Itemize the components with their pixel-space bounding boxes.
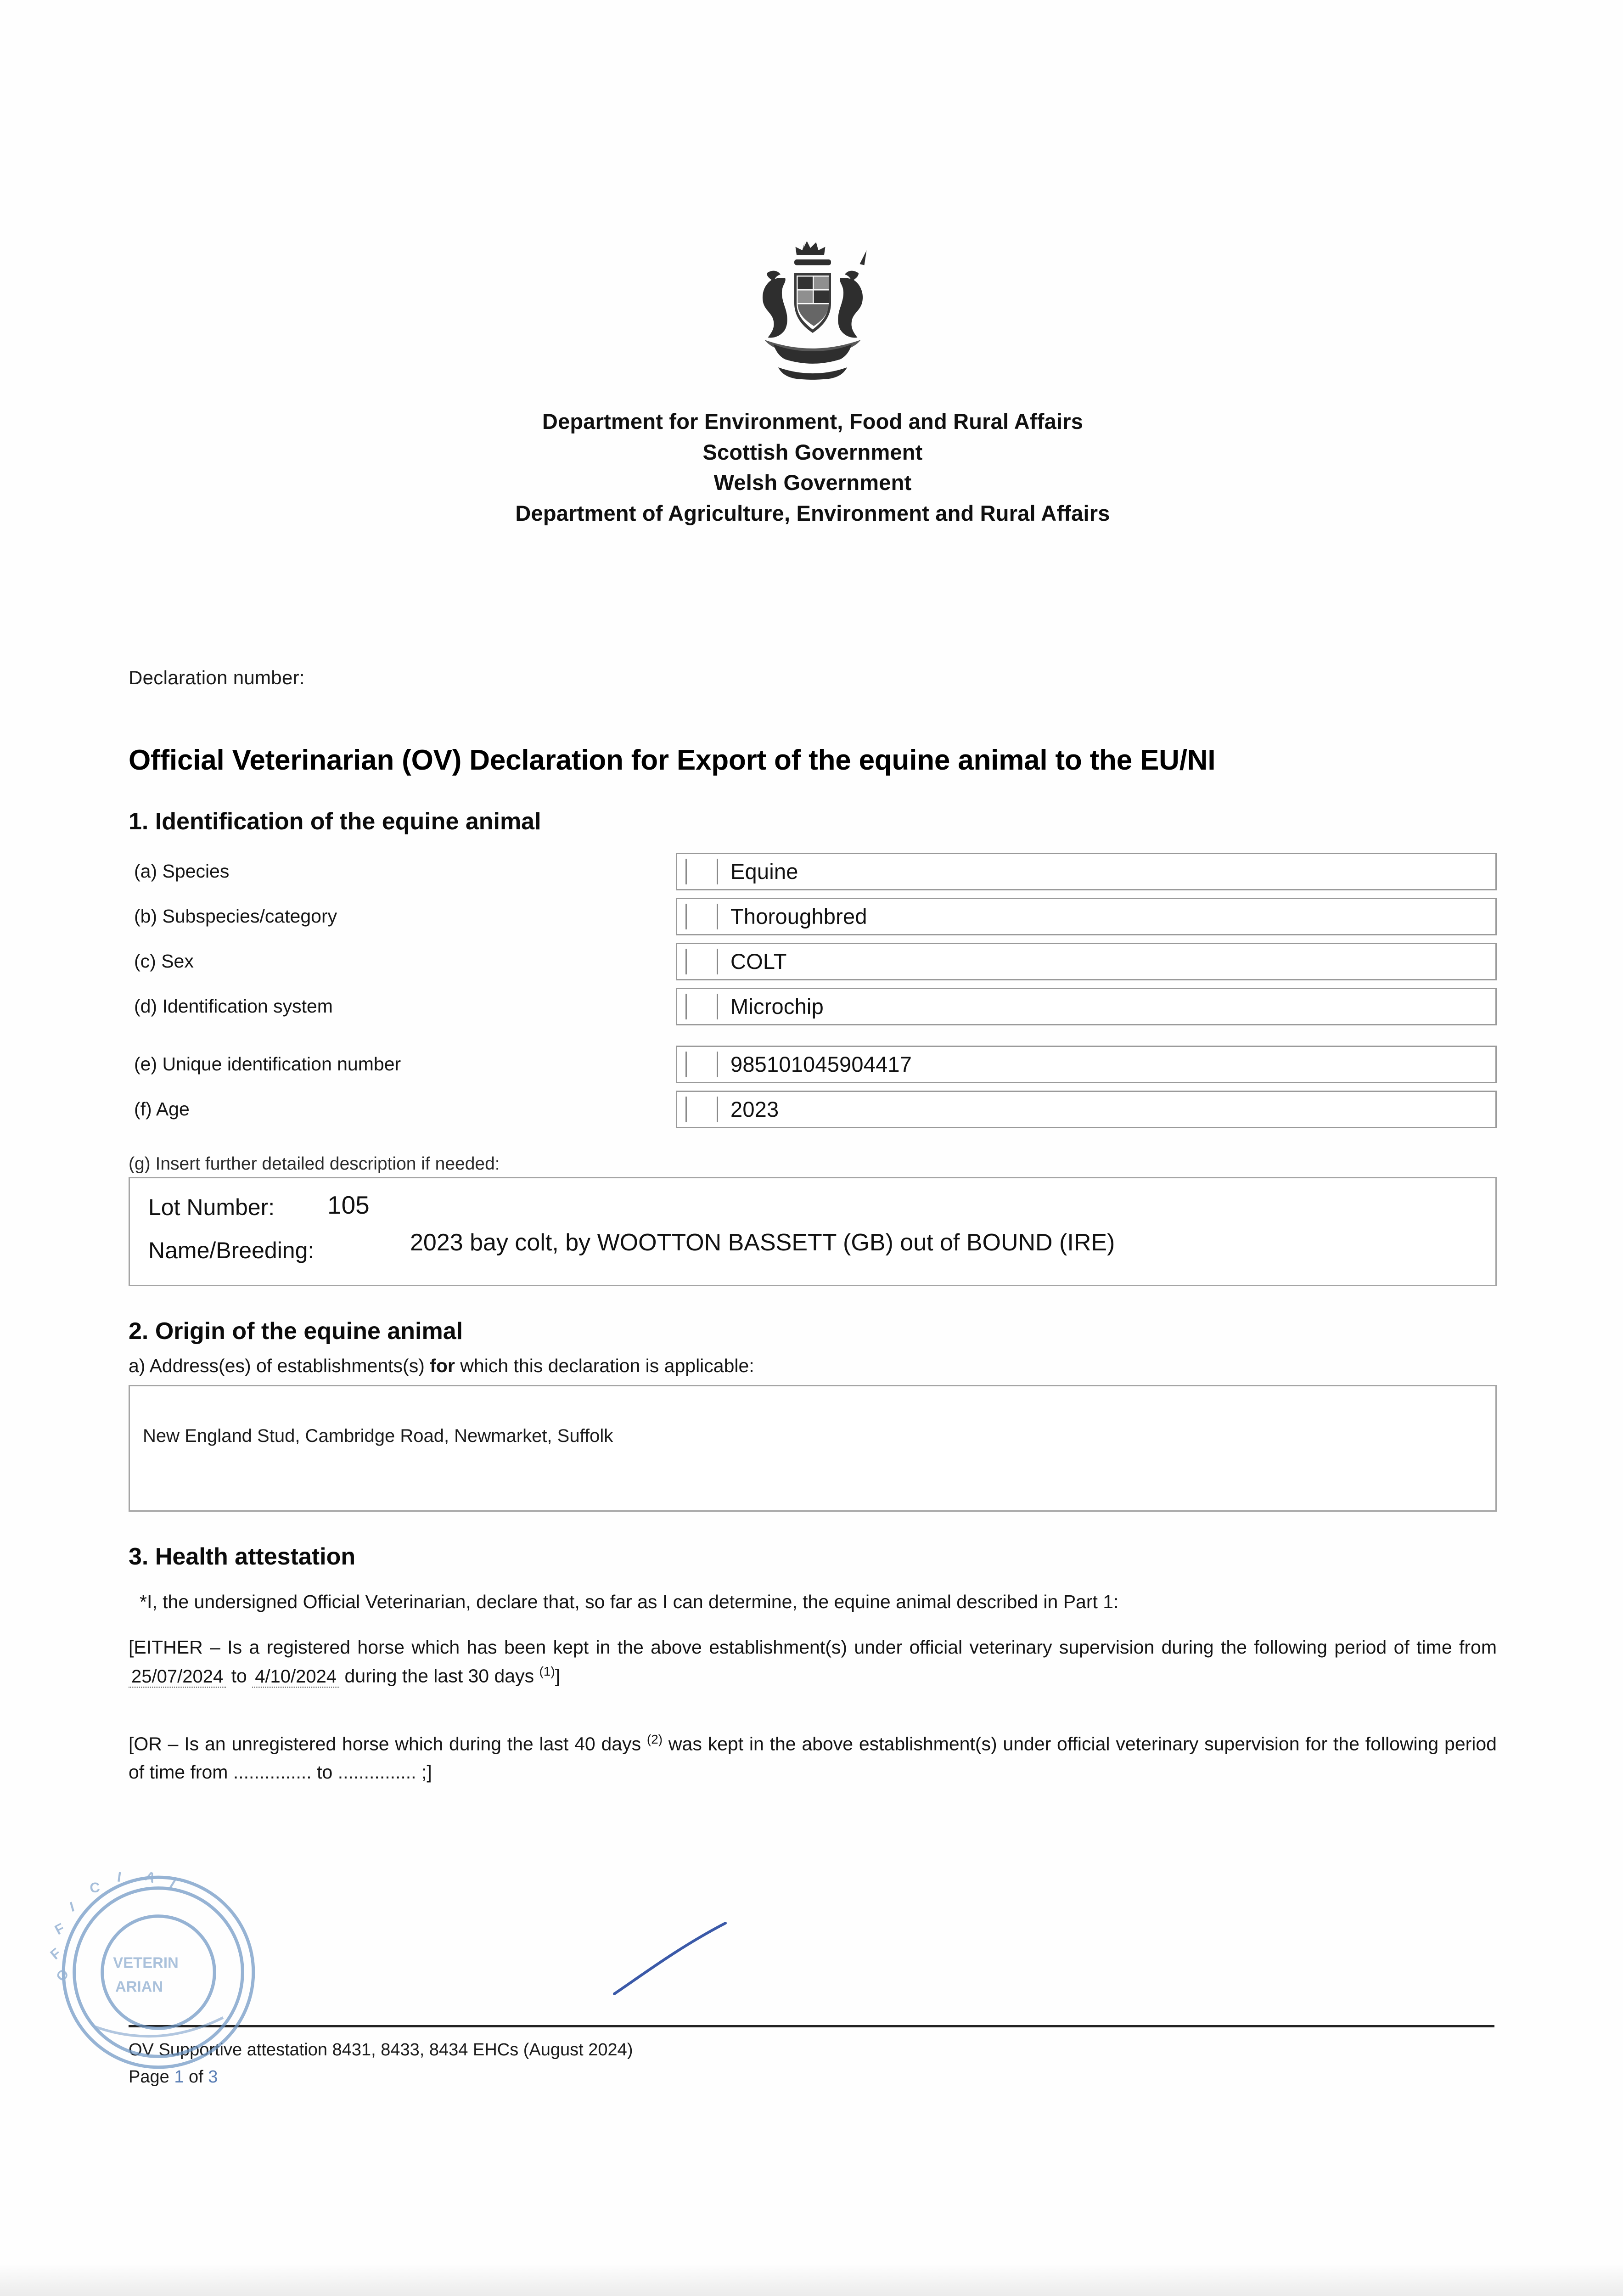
name-breeding-label: Name/Breeding: xyxy=(148,1237,314,1263)
label-species: (a) Species xyxy=(134,861,230,882)
section-3-heading: 3. Health attestation xyxy=(129,1543,356,1570)
or-clause-pre: [OR – Is an unregistered horse which during the last 40 days xyxy=(129,1733,647,1755)
label-sex: (c) Sex xyxy=(134,951,194,972)
royal-coat-of-arms-icon xyxy=(744,239,882,390)
svg-text:A: A xyxy=(142,1868,158,1886)
svg-text:C: C xyxy=(89,1880,101,1896)
or-clause-close: ;] xyxy=(416,1761,432,1783)
either-clause-close: ] xyxy=(555,1665,561,1687)
address-label-part-1: a) Address(es) of establishments(s) xyxy=(129,1355,430,1376)
ministry-line-1: Department for Environment, Food and Rural Affairs xyxy=(542,409,1084,433)
label-subspecies: (b) Subspecies/category xyxy=(134,906,337,927)
field-unique-number[interactable] xyxy=(676,1046,1497,1083)
page-current: 1 xyxy=(174,2067,184,2087)
or-footnote-marker: (2) xyxy=(646,1732,663,1747)
field-sex[interactable] xyxy=(676,943,1497,980)
either-clause-pre: [EITHER – Is a registered horse which has been kept in the above establishment(s) under official veterinary supervision during the following period of time from xyxy=(129,1637,1497,1658)
either-date-to: 4/10/2024 xyxy=(252,1666,339,1688)
field-tick-left xyxy=(685,1052,687,1077)
identification-row-identification-system xyxy=(129,988,1497,1025)
either-date-from: 25/07/2024 xyxy=(129,1666,226,1688)
identification-row-species xyxy=(129,853,1497,890)
page-title: Official Veterinarian (OV) Declaration for Export of the equine animal to the EU/NI xyxy=(129,744,1216,776)
address-value: New England Stud, Cambridge Road, Newmarket, Suffolk xyxy=(143,1425,613,1446)
svg-text:O: O xyxy=(53,1966,72,1985)
value-sex: COLT xyxy=(730,949,787,974)
or-clause xyxy=(129,1730,1497,1787)
identification-row-unique-number xyxy=(129,1046,1497,1083)
further-description-box[interactable] xyxy=(129,1177,1497,1286)
field-tick-inner xyxy=(717,859,718,884)
or-blank-to: ............... xyxy=(337,1761,416,1783)
svg-text:ARIAN: ARIAN xyxy=(115,1978,163,1995)
address-label-part-2: for xyxy=(430,1355,455,1376)
page-total: 3 xyxy=(208,2067,218,2087)
label-identification-system: (d) Identification system xyxy=(134,996,333,1017)
health-attestation-intro: *I, the undersigned Official Veterinarian, declare that, so far as I can determine, the equine animal described in Part 1: xyxy=(140,1591,1119,1612)
footer-divider xyxy=(129,2025,1494,2027)
label-age: (f) Age xyxy=(134,1098,190,1120)
field-tick-inner xyxy=(717,1097,718,1122)
field-tick-left xyxy=(685,1097,687,1122)
field-age[interactable] xyxy=(676,1091,1497,1128)
declaration-number-label: Declaration number: xyxy=(129,666,305,688)
page-prefix: Page xyxy=(129,2067,174,2087)
svg-text:I: I xyxy=(116,1869,123,1885)
address-label xyxy=(129,1355,1497,1377)
svg-text:L: L xyxy=(167,1876,183,1895)
or-blank-from: ............... xyxy=(233,1761,312,1783)
further-description-label: (g) Insert further detailed description if needed: xyxy=(129,1154,500,1174)
field-tick-inner xyxy=(717,994,718,1019)
value-subspecies: Thoroughbred xyxy=(730,904,867,929)
lot-number-label: Lot Number: xyxy=(148,1194,275,1220)
identification-row-subspecies xyxy=(129,898,1497,935)
or-clause-mid: was kept in the above establishment(s) under official veterinary supervision for the following period of time from xyxy=(129,1733,1497,1783)
field-identification-system[interactable] xyxy=(676,988,1497,1025)
value-age: 2023 xyxy=(730,1097,779,1122)
ministry-block xyxy=(129,406,1497,529)
identification-table xyxy=(129,853,1497,1128)
identification-row-sex xyxy=(129,943,1497,980)
address-label-part-3: which this declaration is applicable: xyxy=(455,1355,754,1376)
address-box[interactable] xyxy=(129,1385,1497,1512)
section-1-heading: 1. Identification of the equine animal xyxy=(129,808,541,835)
svg-text:I: I xyxy=(68,1899,76,1915)
either-clause-mid: to xyxy=(226,1665,253,1687)
ministry-line-4: Department of Agriculture, Environment and Rural Affairs xyxy=(515,501,1110,526)
value-unique-number: 985101045904417 xyxy=(730,1052,912,1077)
field-tick-left xyxy=(685,904,687,929)
svg-text:VETERIN: VETERIN xyxy=(113,1954,179,1971)
value-species: Equine xyxy=(730,859,798,884)
ministry-line-3: Welsh Government xyxy=(713,470,912,495)
field-tick-left xyxy=(685,994,687,1019)
field-subspecies[interactable] xyxy=(676,898,1497,935)
field-species[interactable] xyxy=(676,853,1497,890)
footer xyxy=(129,2037,1494,2091)
footer-page-number xyxy=(129,2064,1494,2091)
field-tick-inner xyxy=(717,1052,718,1077)
document-content xyxy=(129,0,1497,1787)
section-2-heading: 2. Origin of the equine animal xyxy=(129,1317,463,1345)
either-clause-post: during the last 30 days xyxy=(339,1665,539,1687)
lot-number-value: 105 xyxy=(327,1190,370,1219)
ministry-line-2: Scottish Government xyxy=(702,439,923,464)
field-tick-inner xyxy=(717,949,718,974)
or-clause-to: to xyxy=(311,1761,338,1783)
field-tick-left xyxy=(685,859,687,884)
either-footnote-marker: (1) xyxy=(539,1664,555,1678)
label-unique-number: (e) Unique identification number xyxy=(134,1053,401,1075)
identification-row-age xyxy=(129,1091,1497,1128)
either-clause xyxy=(129,1633,1497,1690)
field-tick-left xyxy=(685,949,687,974)
svg-text:F: F xyxy=(52,1920,67,1938)
crest-container xyxy=(129,0,1497,393)
value-identification-system: Microchip xyxy=(730,994,824,1019)
name-breeding-value: 2023 bay colt, by WOOTTON BASSETT (GB) out of BOUND (IRE) xyxy=(410,1229,1115,1256)
footer-reference: OV Supportive attestation 8431, 8433, 8434 EHCs (August 2024) xyxy=(129,2040,633,2060)
field-tick-inner xyxy=(717,904,718,929)
page-of: of xyxy=(184,2067,208,2087)
svg-text:F: F xyxy=(47,1945,64,1963)
